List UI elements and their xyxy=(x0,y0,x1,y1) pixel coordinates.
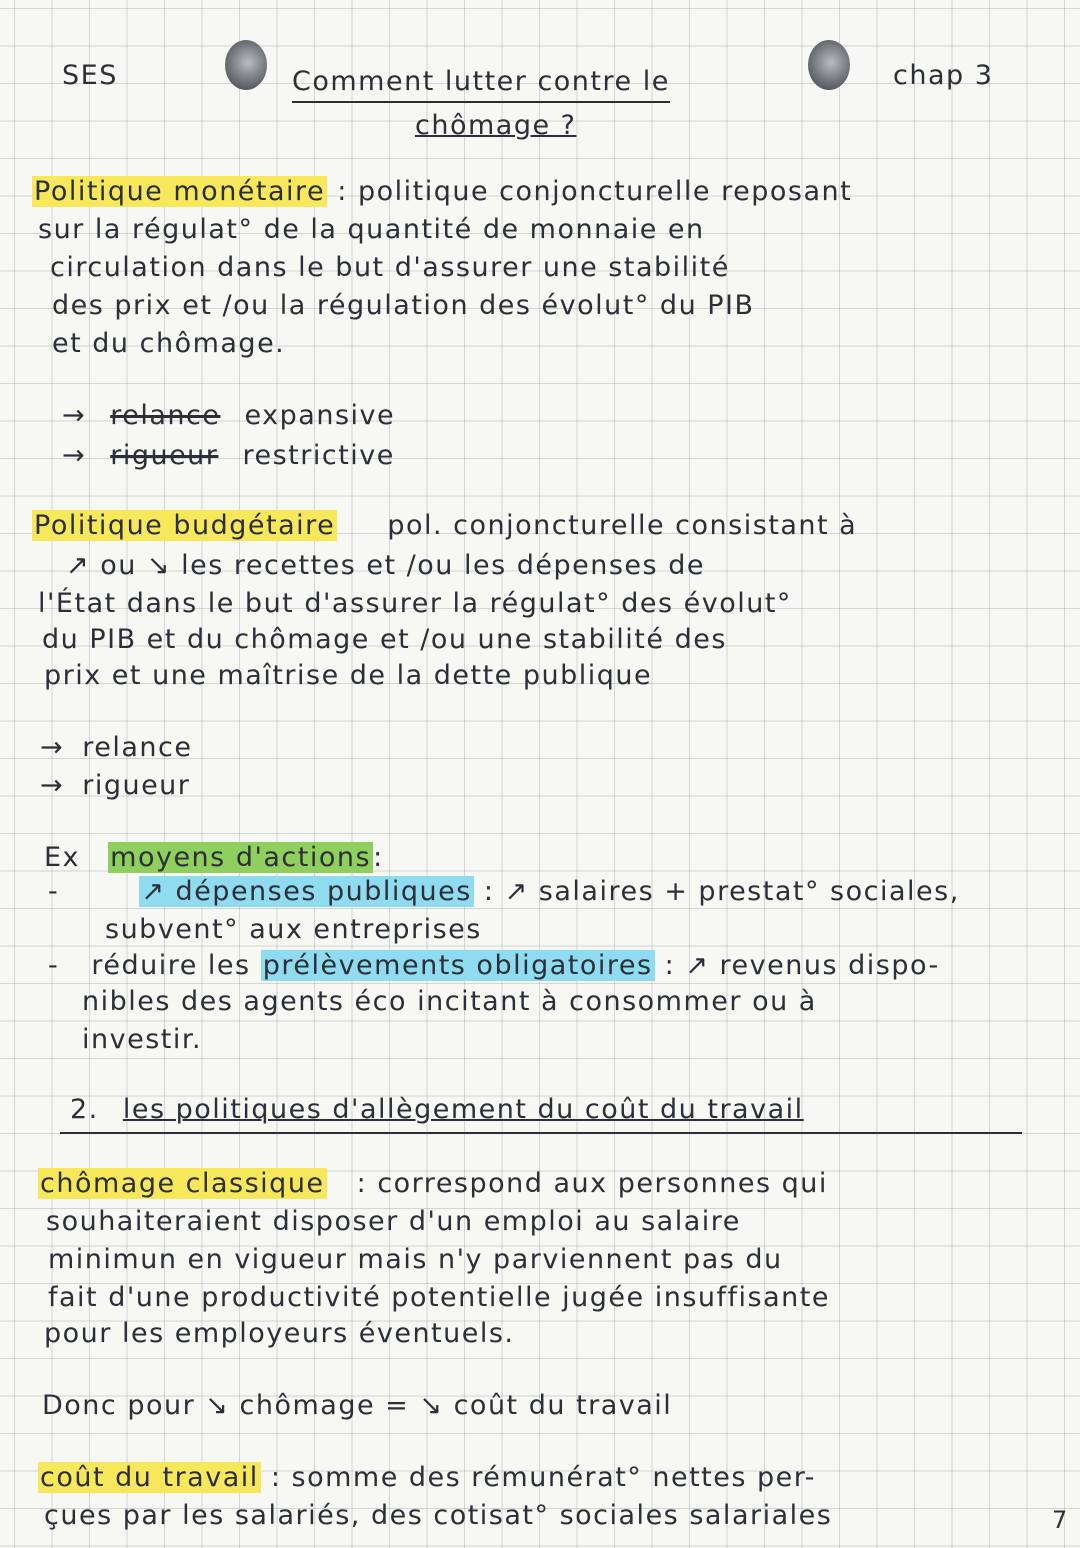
example-item-1-line2: subvent° aux entreprises xyxy=(105,914,482,945)
type-label: expansive xyxy=(244,400,396,431)
labor-cost-line-2: çues par les salariés, des cotisat° sociales salariales xyxy=(44,1500,833,1531)
monetary-definition-line-2: sur la régulat° de la quantité de monnaie en xyxy=(38,214,705,245)
budget-definition-line-1 xyxy=(32,510,857,541)
bullet: - xyxy=(48,950,60,981)
classic-definition-line-2: souhaiteraient disposer d'un emploi au salaire xyxy=(46,1206,741,1237)
example-item-2 xyxy=(48,950,940,981)
crossed-word: relance xyxy=(110,400,221,431)
budget-definition-line-5: prix et une maîtrise de la dette publique xyxy=(44,660,653,691)
examples-heading xyxy=(44,842,384,873)
monetary-type-restrictive xyxy=(62,440,395,471)
classic-definition-line-1 xyxy=(38,1168,828,1199)
type-label: restrictive xyxy=(242,440,395,471)
labor-cost-def-1: : somme des rémunérat° nettes per- xyxy=(270,1462,816,1493)
example-item-1-rest: : ↗ salaires + prestat° sociales, xyxy=(483,876,960,907)
type-label: rigueur xyxy=(82,770,191,801)
subject-label: SES xyxy=(62,60,118,91)
page-title-line1: Comment lutter contre le xyxy=(292,66,670,103)
examples-prefix: Ex xyxy=(44,842,81,873)
example-item-2-line3: investir. xyxy=(82,1024,203,1055)
arrow-icon: → xyxy=(40,732,65,763)
page-number: 7 xyxy=(1052,1506,1069,1534)
example-item-2-plain: réduire les xyxy=(91,950,251,981)
examples-heading-highlight: moyens d'actions xyxy=(110,842,372,873)
budget-definition-line-4: du PIB et du chômage et /ou une stabilité des xyxy=(42,624,727,655)
classic-def-1: : correspond aux personnes qui xyxy=(356,1168,828,1199)
highlight-depenses-publiques: ↗ dépenses publiques xyxy=(141,876,472,907)
binder-hole-right xyxy=(808,40,850,90)
page-title-line2: chômage ? xyxy=(415,110,577,141)
section-number: 2. xyxy=(70,1094,99,1125)
classic-definition-line-3: minimun en vigueur mais n'y parviennent pas du xyxy=(48,1244,783,1275)
arrow-icon: → xyxy=(62,400,87,431)
budget-term: Politique budgétaire xyxy=(34,510,336,541)
arrow-icon: → xyxy=(40,770,65,801)
classic-conclusion: Donc pour ↘ chômage = ↘ coût du travail xyxy=(42,1390,673,1421)
budget-definition-line-2: ↗ ou ↘ les recettes et /ou les dépenses de xyxy=(66,550,705,581)
example-item-1 xyxy=(48,876,960,907)
classic-term: chômage classique xyxy=(40,1168,325,1199)
type-label: relance xyxy=(82,732,193,763)
monetary-definition-line-4: des prix et /ou la régulation des évolut° du PIB xyxy=(52,290,755,321)
monetary-definition-line-3: circulation dans le but d'assurer une stabilité xyxy=(50,252,730,283)
example-item-2-line2: nibles des agents éco incitant à consommer ou à xyxy=(82,986,817,1017)
section-2-heading xyxy=(70,1094,804,1125)
example-item-2-rest: : ↗ revenus dispo- xyxy=(664,950,940,981)
labor-cost-line-1 xyxy=(38,1462,816,1493)
classic-definition-line-4: fait d'une productivité potentielle jugée insuffisante xyxy=(48,1282,830,1313)
monetary-definition-line-1 xyxy=(32,176,852,207)
section-divider xyxy=(60,1132,1022,1134)
bullet: - xyxy=(48,876,60,907)
budget-def-1: pol. conjoncturelle consistant à xyxy=(387,510,858,541)
budget-type-relance xyxy=(40,732,192,763)
labor-cost-term: coût du travail xyxy=(40,1462,259,1493)
section-title: les politiques d'allègement du coût du travail xyxy=(122,1094,804,1125)
monetary-def-1: : politique conjoncturelle reposant xyxy=(337,176,853,207)
crossed-word: rigueur xyxy=(110,440,219,471)
budget-type-rigueur xyxy=(40,770,190,801)
arrow-icon: → xyxy=(62,440,87,471)
monetary-definition-line-5: et du chômage. xyxy=(52,328,286,359)
classic-definition-line-5: pour les employeurs éventuels. xyxy=(44,1318,515,1349)
chapter-label: chap 3 xyxy=(893,60,994,91)
monetary-term: Politique monétaire xyxy=(34,176,326,207)
monetary-type-expansive xyxy=(62,400,395,431)
budget-definition-line-3: l'État dans le but d'assurer la régulat° des évolut° xyxy=(38,588,792,619)
examples-heading-suffix: : xyxy=(373,842,384,873)
highlight-prelevements: prélèvements obligatoires xyxy=(262,950,653,981)
binder-hole-left xyxy=(225,40,267,90)
